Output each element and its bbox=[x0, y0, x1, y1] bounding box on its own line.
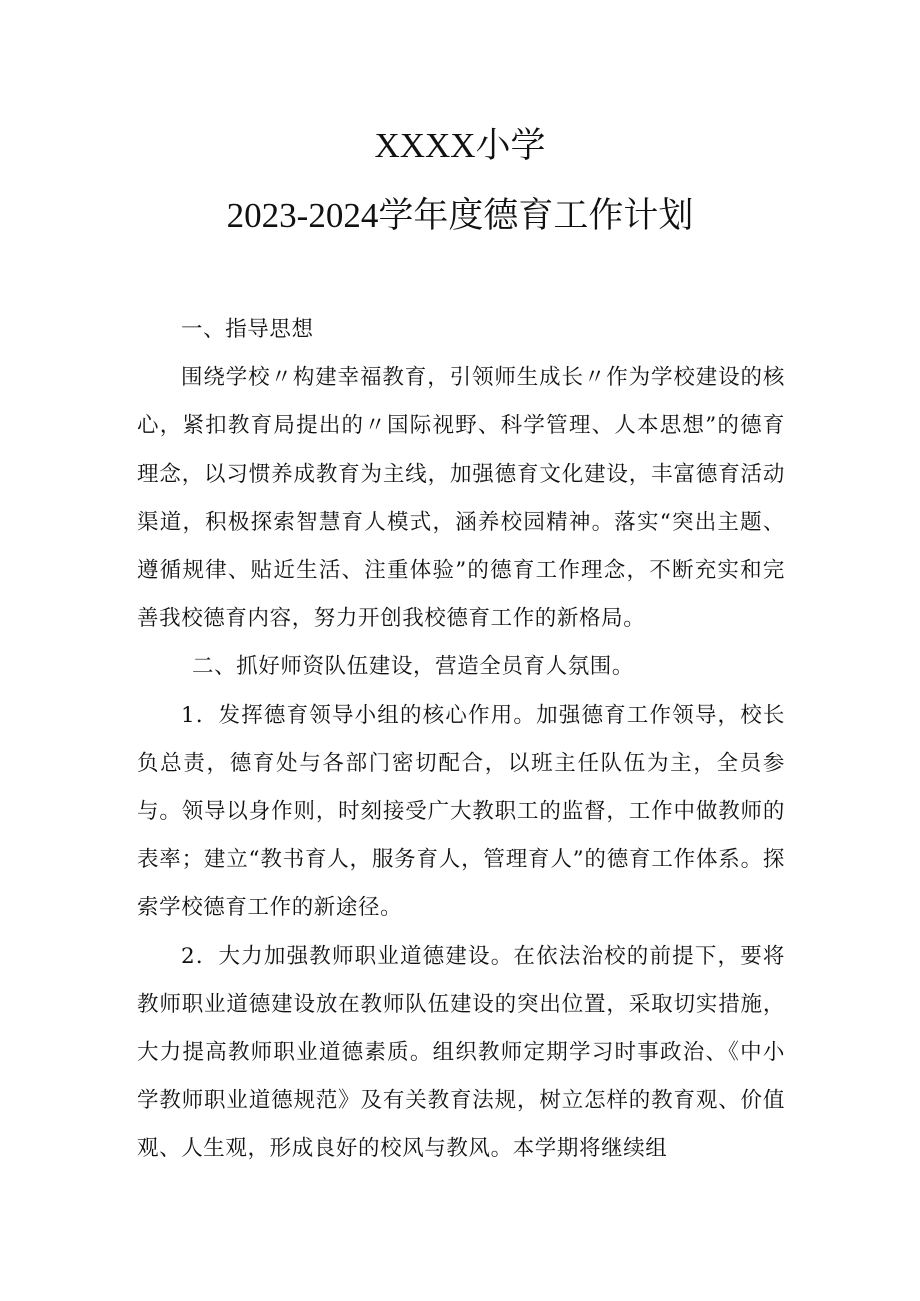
document-body bbox=[137, 306, 785, 1174]
paragraph-item-1: 1．发挥德育领导小组的核心作用。加强德育工作领导，校长负总责，德育处与各部门密切配合，以班主任队伍为主，全员参与。领导以身作则，时刻接受广大教职工的监督，工作中做教师的表率；建立“教书育人，服务育人，管理育人”的德育工作体系。探索学校德育工作的新途径。 bbox=[137, 702, 785, 921]
paragraph-guiding-ideology: 围绕学校〃构建幸福教育，引领师生成长〃作为学校建设的核心，紧扣教育局提出的〃国际视野、科学管理、人本思想”的德育理念，以习惯养成教育为主线，加强德育文化建设，丰富德育活动渠道，积极探索智慧育人模式，涵养校园精神。落实“突出主题、遵循规律、贴近生活、注重体验”的德育工作理念，不断充实和完善我校德育内容，努力开创我校德育工作的新格局。 bbox=[137, 365, 785, 632]
section-heading-guiding-ideology: 一、指导思想 bbox=[181, 317, 314, 342]
paragraph-item-2: 2．大力加强教师职业道德建设。在依法治校的前提下，要将教师职业道德建设放在教师队伍建设的突出位置，采取切实措施，大力提高教师职业道德素质。组织教师定期学习时事政治、《中小学教师职业道德规范》及有关教育法规，树立怎样的教育观、价值观、人生观，形成良好的校风与教风。本学期将继续组 bbox=[137, 943, 785, 1162]
section-heading-teacher-team: 二、抓好师资队伍建设，营造全员育人氛围。 bbox=[192, 654, 635, 680]
school-title: XXXX小学 bbox=[374, 126, 546, 165]
plan-title: 2023-2024学年度德育工作计划 bbox=[226, 196, 694, 235]
